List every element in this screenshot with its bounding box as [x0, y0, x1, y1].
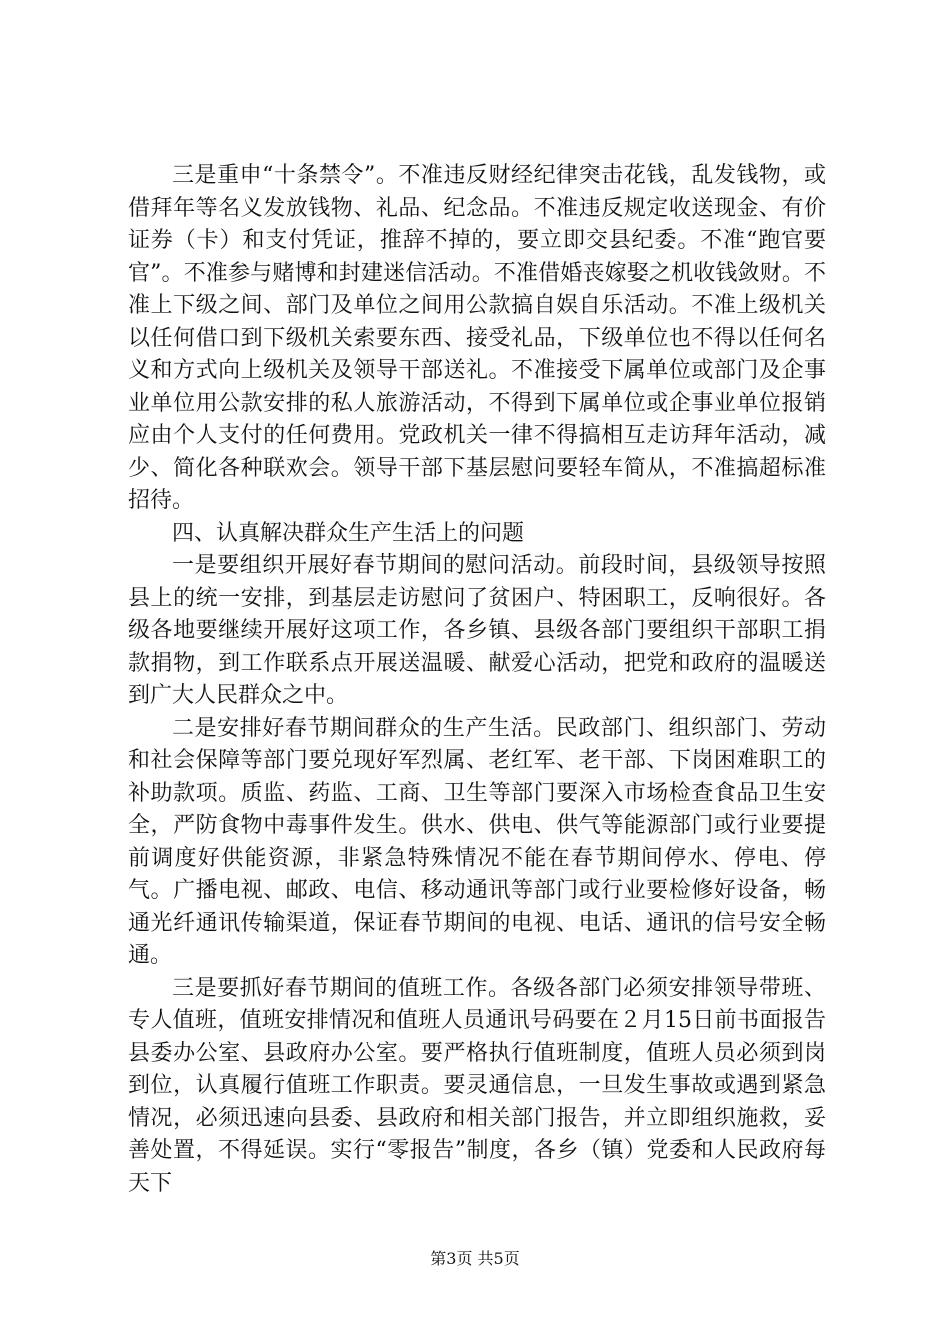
paragraph-duty-work: 三是要抓好春节期间的值班工作。各级各部门必须安排领导带班、专人值班，值班安排情况和值班人员通讯号码要在２月15日前书面报告县委办公室、县政府办公室。要严格执行值班制度，值班人员必须到岗到位，认真履行值班工作职责。要灵通信息，一旦发生事故或遇到紧急情况，必须迅速向县委、县政府和相关部门报告，并立即组织施救，妥善处置，不得延误。实行“零报告”制度，各乡（镇）党委和人民政府每天下	[128, 975, 826, 1196]
paragraph-condolence-activities: 一是要组织开展好春节期间的慰问活动。前段时间，县级领导按照县上的统一安排，到基层走访慰问了贫困户、特困职工，反响很好。各级各地要继续开展好这项工作，各乡镇、县级各部门要组织干部职工捐款捐物，到工作联系点开展送温暖、献爱心活动，把党和政府的温暖送到广大人民群众之中。	[128, 553, 826, 708]
paragraph-ten-prohibitions: 三是重申“十条禁令”。不准违反财经纪律突击花钱，乱发钱物，或借拜年等名义发放钱物、礼品、纪念品。不准违反规定收送现金、有价证券（卡）和支付凭证，推辞不掉的，要立即交县纪委。不准“跑官要官”。不准参与赌博和封建迷信活动。不准借婚丧嫁娶之机收钱敛财。不准上下级之间、部门及单位之间用公款搞自娱自乐活动。不准上级机关以任何借口到下级机关索要东西、接受礼品，下级单位也不得以任何名义和方式向上级机关及领导干部送礼。不准接受下属单位或部门及企事业单位用公款安排的私人旅游活动，不得到下属单位或企事业单位报销应由个人支付的任何费用。党政机关一律不得搞相互走访拜年活动，减少、简化各种联欢会。领导干部下基层慰问要轻车简从，不准搞超标准招待。	[128, 163, 826, 513]
document-body	[128, 160, 826, 1200]
paragraph-production-life: 二是安排好春节期间群众的生产生活。民政部门、组织部门、劳动和社会保障等部门要兑现好军烈属、老红军、老干部、下岗困难职工的补助款项。质监、药监、工商、卫生等部门要深入市场检查食品卫生安全，严防食物中毒事件发生。供水、供电、供气等能源部门或行业要提前调度好供能资源，非紧急特殊情况不能在春节期间停水、停电、停气。广播电视、邮政、电信、移动通讯等部门或行业要检修好设备，畅通光纤通讯传输渠道，保证春节期间的电视、电话、通讯的信号安全畅通。	[128, 715, 826, 968]
page-number-footer: 第3页 共5页	[430, 1249, 520, 1268]
section-heading-four: 四、认真解决群众生产生活上的问题	[172, 520, 525, 546]
